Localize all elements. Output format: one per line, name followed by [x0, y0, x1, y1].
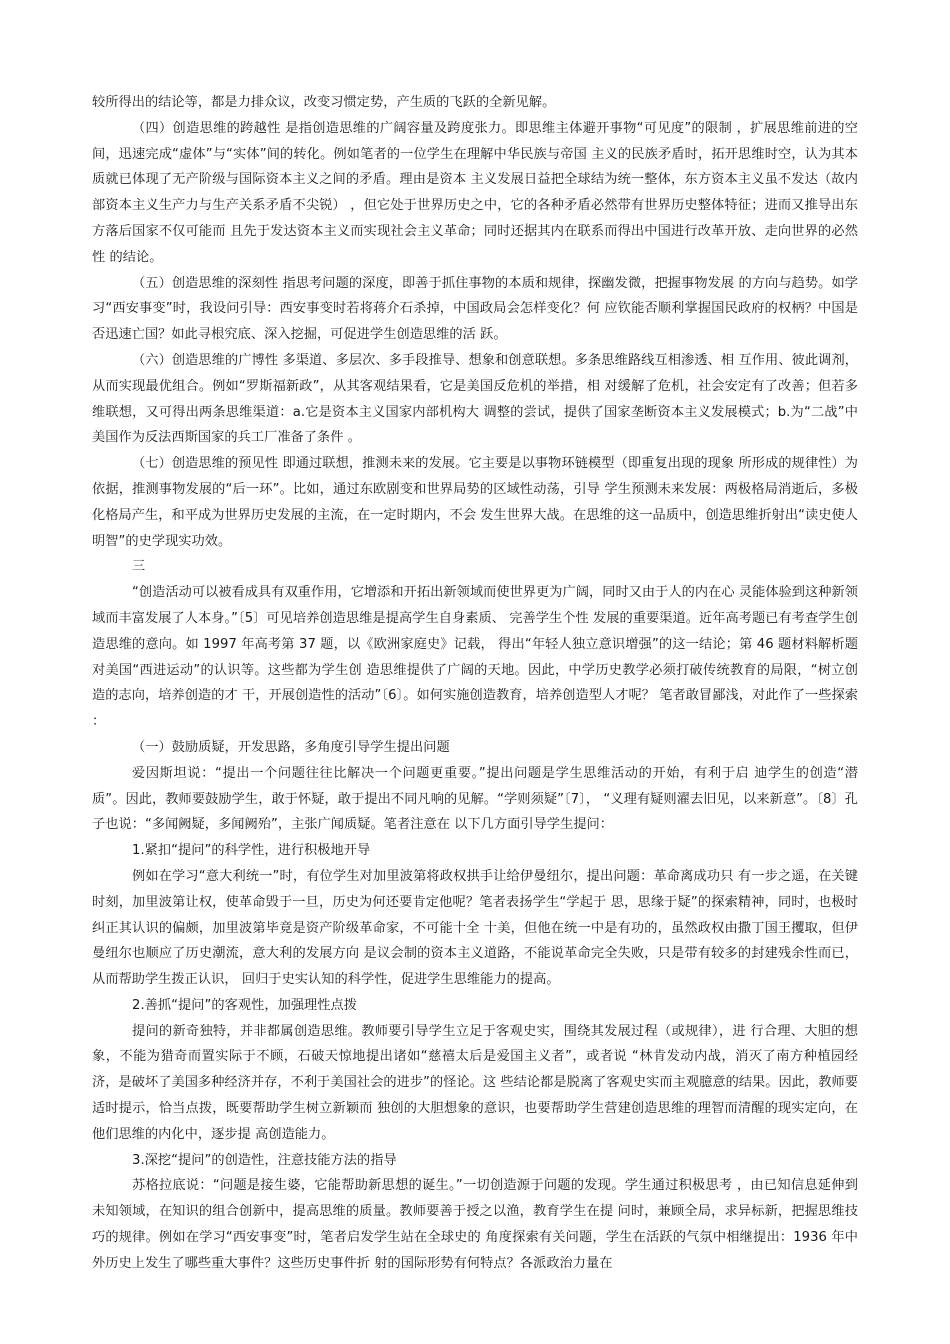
paragraph-depth: （五）创造思维的深刻性 指思考问题的深度，即善于抓住事物的本质和规律，探幽发微，把握事物发展 的方向与趋势。如学习“西安事变”时，我设问引导：西安事变时若将蒋介石杀掉，中国政局会怎样变化？何 应钦能否顺利掌握国民政府的权柄？中国是否迅速亡国？如此寻根究底、深入挖掘，可促进学生创造思维的活 跃。 — [92, 275, 858, 343]
paragraph-socrates: 苏格拉底说：“问题是接生婆，它能帮助新思想的诞生。”一切创造源于问题的发现。学生通过积极思考 ，由已知信息延伸到未知领域，在知识的组合创新中，提高思维的质量。教师要善于授之以渔，教育学生在提 问时，兼顾全局，求异标新，把握思维技巧的规律。例如在学习“西安事变”时，笔者启发学生站在全球史的 角度探索有关问题，学生在活跃的气氛中相继提出：1936 年中外历史上发生了哪些重大事件？这些历史事件折 射的国际形势有何特点？各派政治力量在 — [92, 1178, 858, 1271]
subheading-creative: 3.深挖“提问”的创造性，注意技能方法的指导 — [132, 1152, 397, 1168]
paragraph-einstein: 爱因斯坦说：“提出一个问题往往比解决一个问题更重要。”提出问题是学生思维活动的开始，有利于启 迪学生的创造“潜质”。因此，教师要鼓励学生，敢于怀疑，敢于提出不同凡响的见解。“学则须疑”〔7〕， “义理有疑则濯去旧见，以来新意”。〔8〕孔子也说：“多闻阙疑，多闻阙殆”，主张广闻质疑。笔者注意在 以下几方面引导学生提问： — [92, 765, 858, 833]
document-page — [92, 90, 858, 1277]
paragraph-novel-questions: 提问的新奇独特，并非都属创造思维。教师要引导学生立足于客观史实，围绕其发展过程（或规律），进 行合理、大胆的想象，不能为猎奇而置实际于不顾，石破天惊地提出诸如“慈禧太后是爱国主义者”，或者说 “林肯发动内战，消灭了南方种植园经济，是破坏了美国多种经济并存，不利于美国社会的进步”的怪论。这 些结论都是脱离了客观史实而主观臆意的结果。因此，教师要适时提示，恰当点拨，既要帮助学生树立新颖而 独创的大胆想象的意识，也要帮助学生营建创造思维的理智而清醒的现实定向，在他们思维的内化中，逐步提 高创造能力。 — [92, 1023, 858, 1142]
section-heading-three: 三 — [132, 559, 146, 575]
paragraph-creative-activity: “创造活动可以被看成具有双重作用，它增添和开拓出新领域而使世界更为广阔，同时又由于人的内在心 灵能体验到这种新领域而丰富发展了人本身。”〔5〕可见培养创造思维是提高学生自身素质、 完善学生个性 发展的重要渠道。近年高考题已有考查学生创造思维的意向。如 1997 年高考第 37 题，以《欧洲家庭史》记载， 得出“年轻人独立意识增强”的这一结论；第 46 题材料解析题对美国“西进运动”的认识等。这些都为学生创 造思维提供了广阔的天地。因此，中学历史教学必须打破传统教育的局限，“树立创造的志向，培养创造的才 干，开展创造性的活动”〔6〕。如何实施创造教育，培养创造型人才呢？ 笔者敢冒鄙浅，对此作了一些探索 ： — [92, 585, 858, 730]
paragraph-breadth: （六）创造思维的广博性 多渠道、多层次、多手段推导、想象和创意联想。多条思维路线互相渗透、相 互作用、彼此调剂，从而实现最优组合。例如“罗斯福新政”，从其客观结果看，它是美国反危机的举措，相 对缓解了危机，社会安定有了改善；但若多维联想，又可得出两条思维渠道：a.它是资本主义国家内部机构大 调整的尝试，提供了国家垄断资本主义发展模式；b.为“二战”中美国作为反法西斯国家的兵工厂准备了条件 。 — [92, 352, 858, 446]
paragraph-conclusion-tail: 较所得出的结论等，都是力排众议，改变习惯定势，产生质的飞跃的全新见解。 — [92, 95, 556, 110]
subheading-scientific: 1.紧扣“提问”的科学性，进行积极地开导 — [132, 843, 371, 859]
paragraph-foresight: （七）创造思维的预见性 即通过联想，推测未来的发展。它主要是以事物环链模型（即重复出现的现象 所形成的规律性）为依据，推测事物发展的“后一环”。比如，通过东欧剧变和世界局势的区域性动荡，引导 学生预测未来发展：两极格局消逝后，多极化格局产生，和平成为世界历史发展的主流，在一定时期内，不会 发生世界大战。在思维的这一品质中，创造思维折射出“读史使人明智”的史学现实功效。 — [92, 456, 858, 549]
subheading-objective: 2.善抓“提问”的客观性，加强理性点拨 — [132, 997, 358, 1013]
paragraph-italy-unification: 例如在学习“意大利统一”时，有位学生对加里波第将政权拱手让给伊曼纽尔，提出问题：革命离成功只 有一步之遥，在关键时刻，加里波第让权，使革命毁于一旦，历史为何还要肯定他呢？笔者表扬学生“学起于 思，思缘于疑”的探索精神，同时，也极时纠正其认识的偏颇，加里波第毕竟是资产阶级革命家，不可能十全 十美，但他在统一中是有功的，虽然政权由撒丁国王攫取，但伊曼纽尔也顺应了历史潮流，意大利的发展方向 是议会制的资本主义道路，不能说革命完全失败，只是带有较多的封建残余性而已，从而帮助学生拨正认识， 回归于史实认知的科学性，促进学生思维能力的提高。 — [92, 868, 858, 988]
subheading-encourage-questioning: （一）鼓励质疑，开发思路，多角度引导学生提出问题 — [132, 739, 450, 755]
paragraph-leap: （四）创造思维的跨越性 是指创造思维的广阔容量及跨度张力。即思维主体避开事物“可见度”的限制 ，扩展思维前进的空间，迅速完成“虚体”与“实体”间的转化。例如笔者的一位学生在理解中华民族与帝国 主义的民族矛盾时，拓开思维时空，认为其本质就已体现了无产阶级与国际资本主义之间的矛盾。理由是资本 主义发展日益把全球结为统一整体，东方资本主义虽不发达（故内部资本主义生产力与生产关系矛盾不尖锐） ，但它处于世界历史之中，它的各种矛盾必然带有世界历史整体特征；进而又推导出东方落后国家不仅可能而 且先于发达资本主义而实现社会主义革命；同时还据其内在联系而得出中国进行改革开放、走向世界的必然性 的结论。 — [92, 120, 858, 265]
